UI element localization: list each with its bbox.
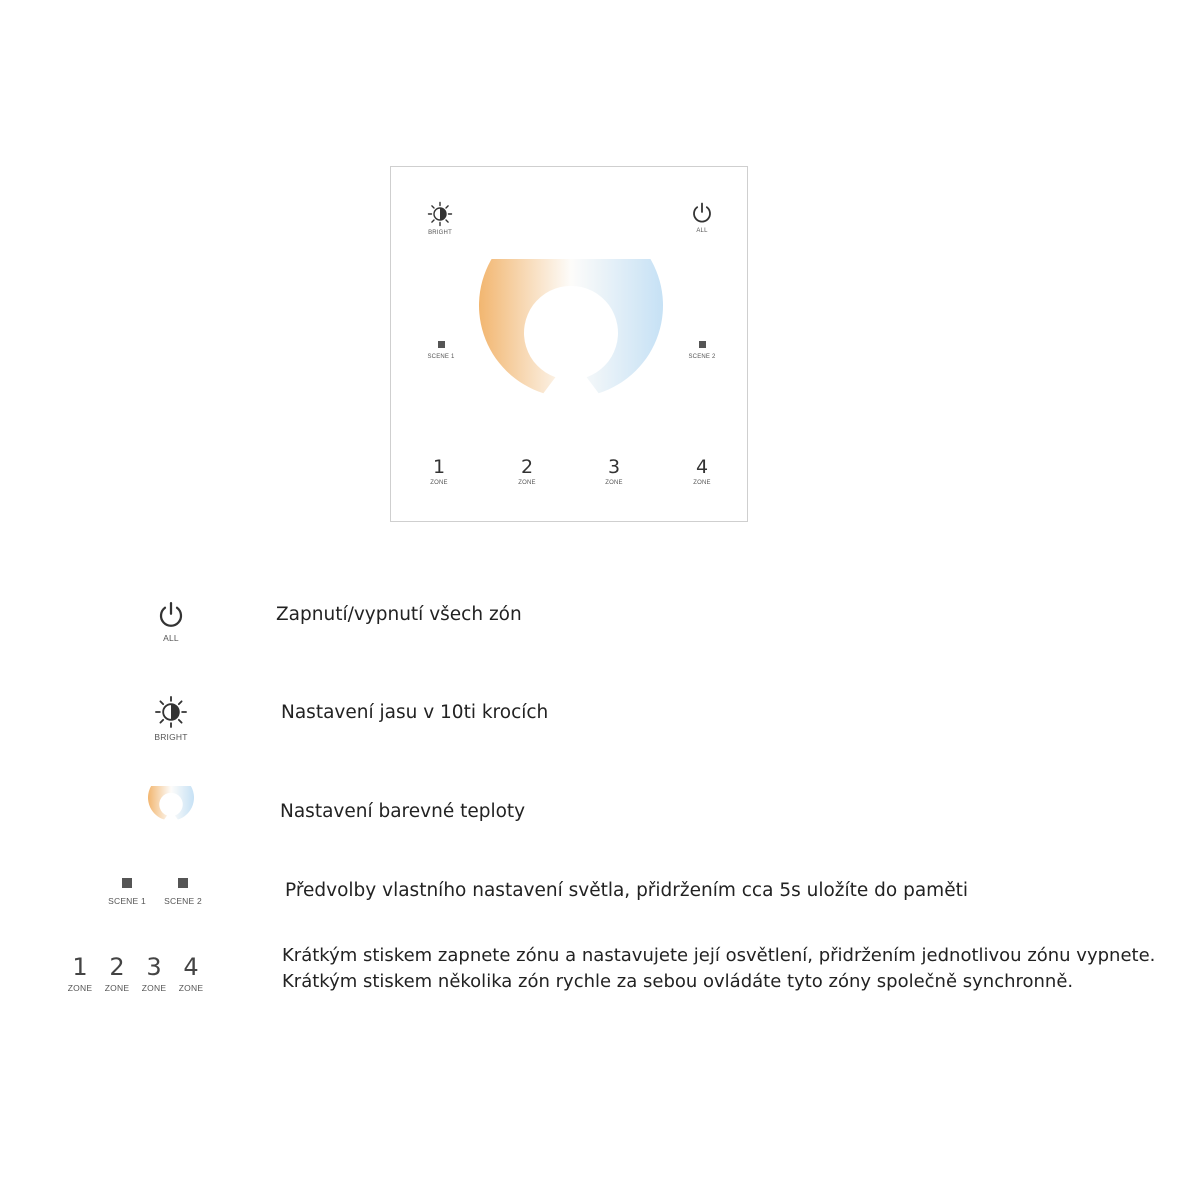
all-label: ALL bbox=[696, 228, 708, 234]
legend-scene2-label: SCENE 2 bbox=[164, 896, 202, 906]
scene1-square-icon bbox=[438, 341, 445, 348]
legend-bright-label: BRIGHT bbox=[154, 732, 188, 742]
power-icon bbox=[156, 600, 186, 630]
zone2-label: ZONE bbox=[518, 480, 536, 486]
legend-scene1-label: SCENE 1 bbox=[108, 896, 146, 906]
scene2-button[interactable] bbox=[682, 341, 722, 360]
scene1-label: SCENE 1 bbox=[427, 354, 455, 360]
legend-zone3 bbox=[140, 954, 168, 993]
legend-scenes-text: Předvolby vlastního nastavení světla, přidržením cca 5s uložíte do paměti bbox=[285, 880, 968, 901]
zone3-button[interactable] bbox=[602, 457, 626, 486]
legend-scene1 bbox=[104, 878, 150, 906]
zone1-number: 1 bbox=[432, 456, 446, 478]
legend-all-label: ALL bbox=[163, 633, 179, 643]
scene2-square-icon bbox=[178, 878, 188, 888]
power-icon bbox=[690, 201, 714, 225]
scene1-square-icon bbox=[122, 878, 132, 888]
zone3-number: 3 bbox=[607, 456, 621, 478]
legend-color-wheel-icon bbox=[148, 786, 194, 830]
legend-zones-text-line2: Krátkým stiskem několika zón rychle za sebou ovládáte tyto zóny společně synchronně. bbox=[282, 971, 1074, 992]
zone1-label: ZONE bbox=[430, 480, 448, 486]
legend-zone3-number: 3 bbox=[146, 953, 162, 981]
power-all-button[interactable] bbox=[685, 201, 719, 234]
legend-zone1-label: ZONE bbox=[67, 983, 93, 993]
zone4-number: 4 bbox=[695, 456, 709, 478]
brightness-icon bbox=[427, 201, 453, 227]
scene2-square-icon bbox=[699, 341, 706, 348]
bright-label: BRIGHT bbox=[428, 230, 452, 236]
zone4-label: ZONE bbox=[693, 480, 711, 486]
legend-zone2-number: 2 bbox=[109, 953, 125, 981]
wall-control-panel bbox=[390, 166, 748, 522]
zone2-number: 2 bbox=[520, 456, 534, 478]
legend-bright-text: Nastavení jasu v 10ti krocích bbox=[281, 702, 549, 723]
legend-power-all bbox=[150, 600, 192, 643]
zone1-button[interactable] bbox=[427, 457, 451, 486]
legend-zone3-label: ZONE bbox=[141, 983, 167, 993]
brightness-icon bbox=[154, 695, 188, 729]
legend-bright bbox=[150, 695, 192, 742]
zone3-label: ZONE bbox=[605, 480, 623, 486]
legend-zone1-number: 1 bbox=[72, 953, 88, 981]
legend-zone4 bbox=[177, 954, 205, 993]
legend-all-text: Zapnutí/vypnutí všech zón bbox=[276, 604, 522, 625]
scene1-button[interactable] bbox=[421, 341, 461, 360]
legend-zone1 bbox=[66, 954, 94, 993]
scene2-label: SCENE 2 bbox=[688, 354, 716, 360]
legend-zone2 bbox=[103, 954, 131, 993]
legend-zone4-number: 4 bbox=[183, 953, 199, 981]
bright-button[interactable] bbox=[423, 201, 457, 236]
legend-zone4-label: ZONE bbox=[178, 983, 204, 993]
zone2-button[interactable] bbox=[515, 457, 539, 486]
legend-wheel-text: Nastavení barevné teploty bbox=[280, 801, 526, 822]
legend-scene2 bbox=[160, 878, 206, 906]
legend-zones-text-line1: Krátkým stiskem zapnete zónu a nastavujete její osvětlení, přidržením jednotlivou zónu vypnete. bbox=[282, 945, 1156, 966]
legend-zone2-label: ZONE bbox=[104, 983, 130, 993]
zone4-button[interactable] bbox=[690, 457, 714, 486]
color-temperature-wheel[interactable] bbox=[479, 259, 663, 435]
